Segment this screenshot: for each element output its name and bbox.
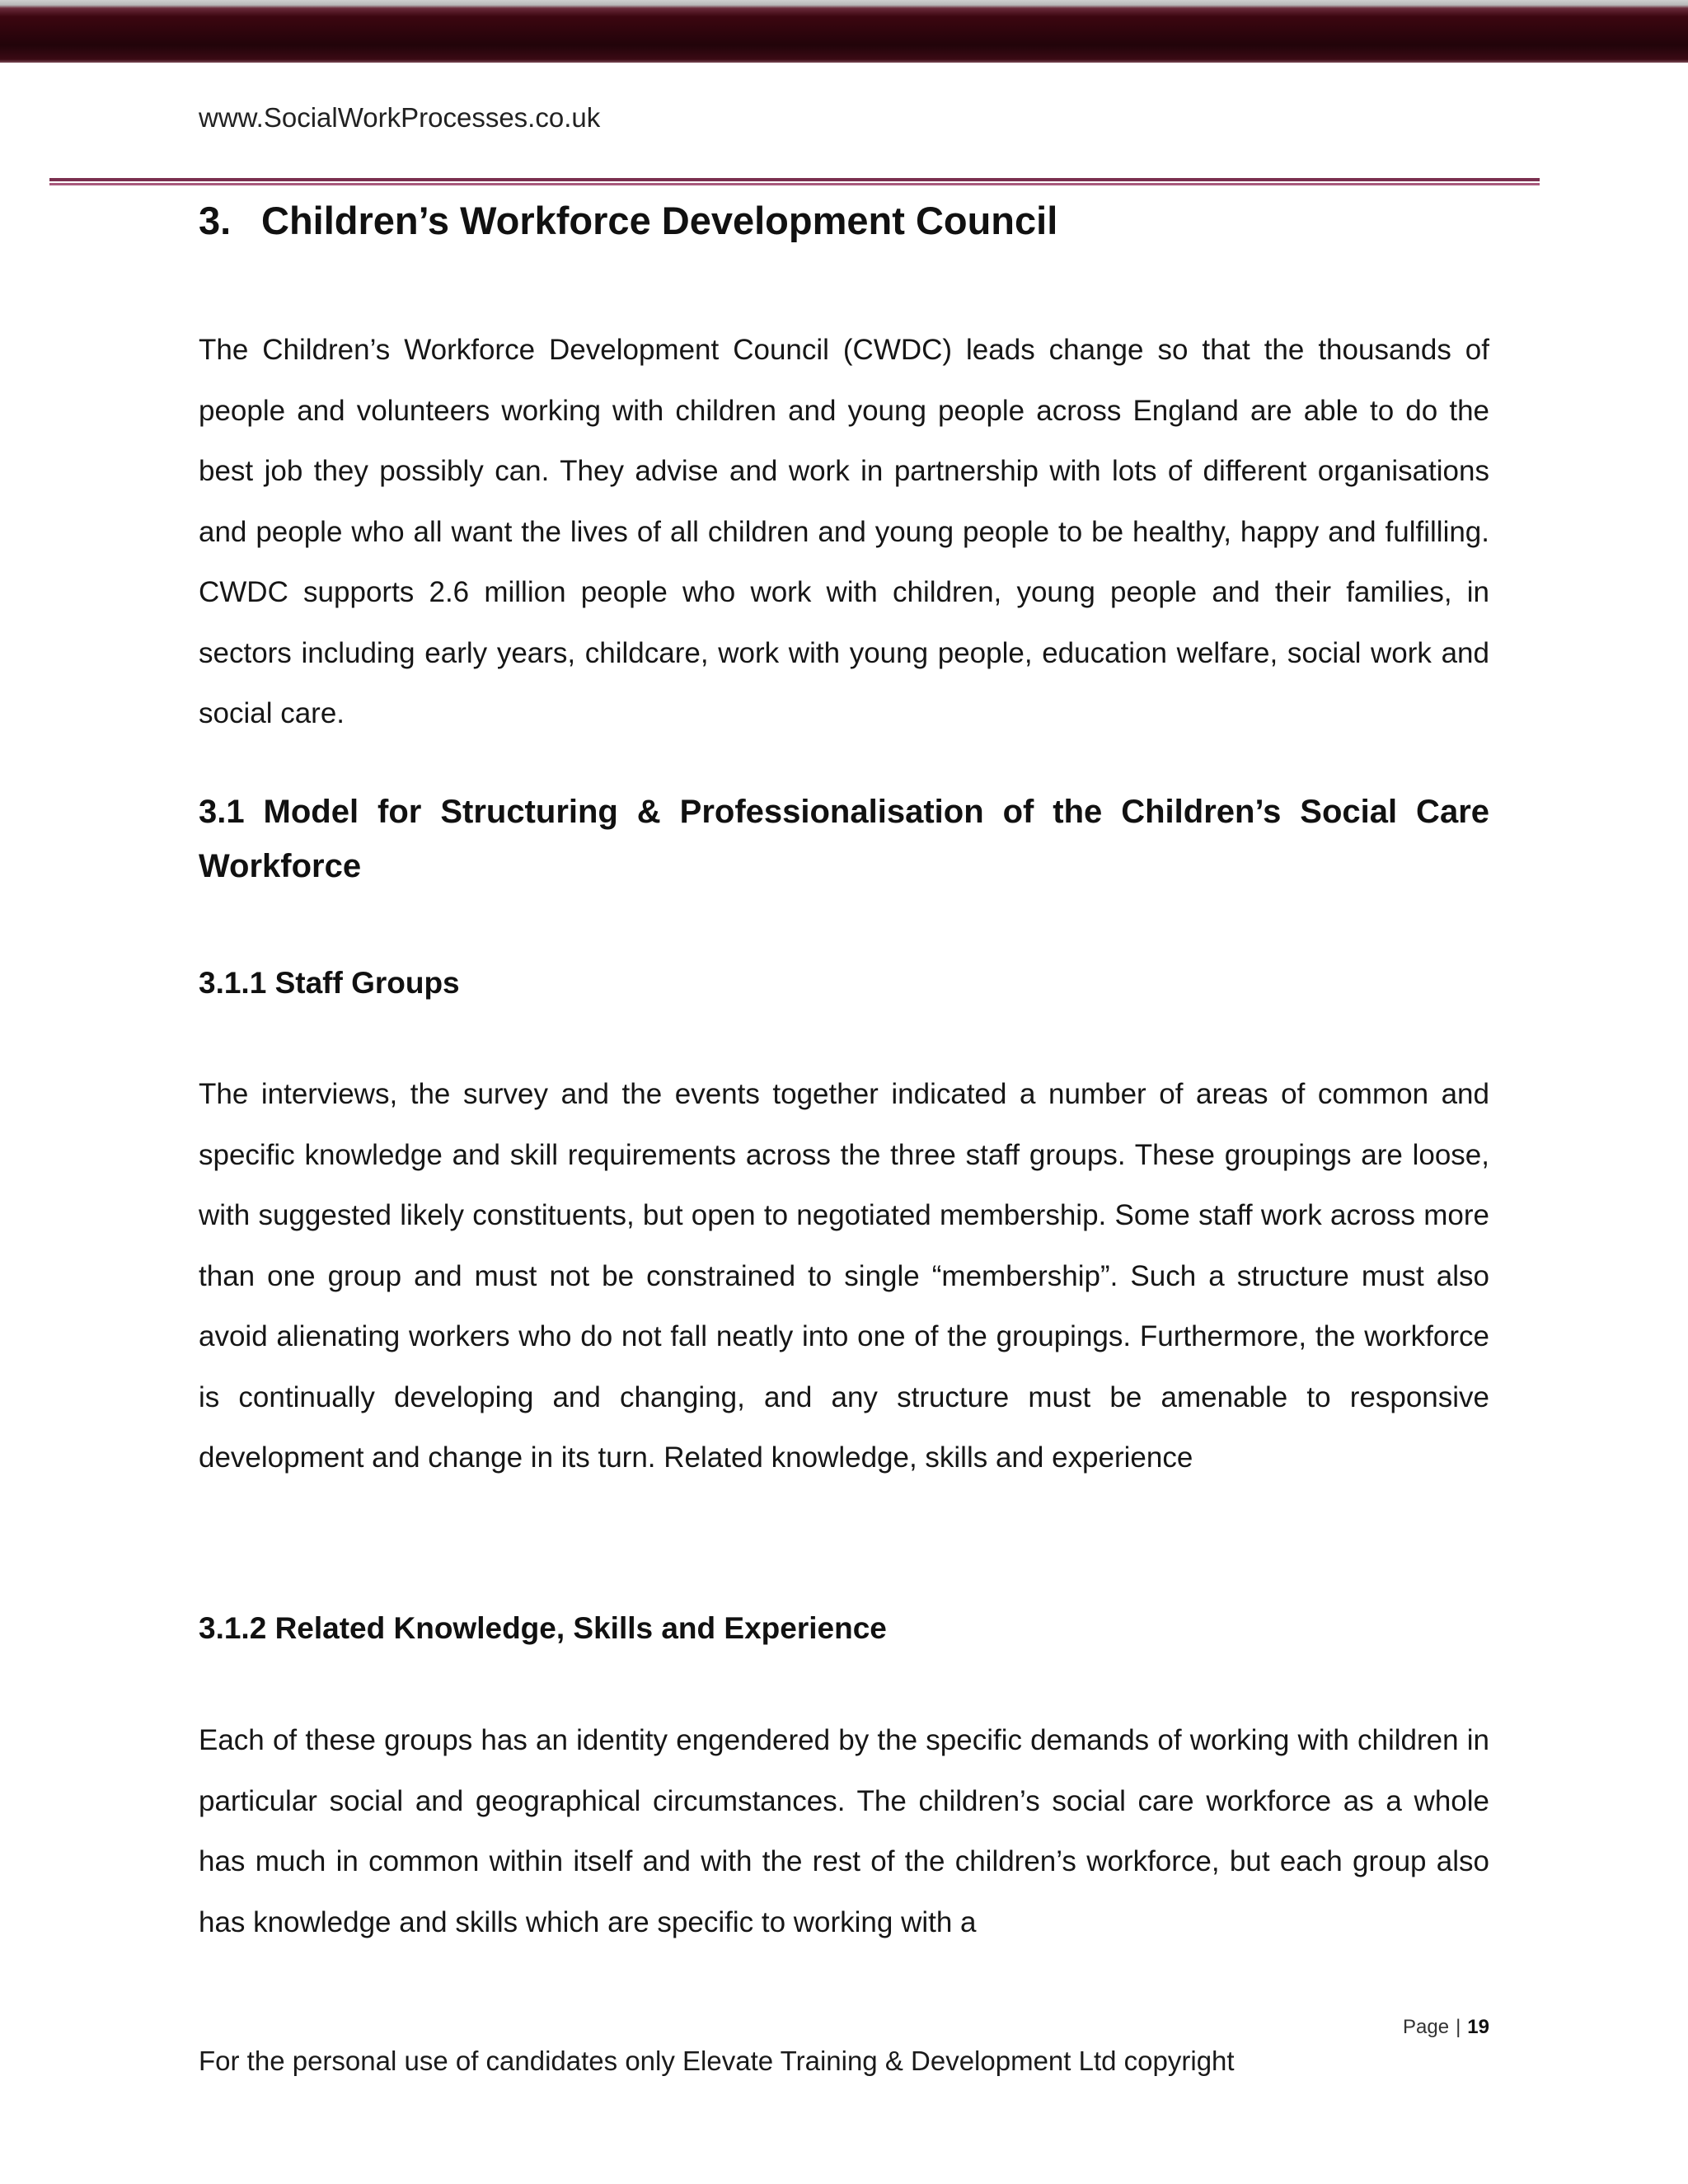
page-number (1403, 2016, 1489, 2039)
staff-groups-heading: 3.1.1 Staff Groups (199, 966, 460, 1000)
header-divider-line-upper (49, 178, 1540, 181)
subsection-heading: 3.1 Model for Structuring & Professionalisation of the Children’s Social Care Workforce (199, 794, 1489, 884)
section-number: 3. (199, 199, 232, 242)
intro-paragraph: The Children’s Workforce Development Council (CWDC) leads change so that the thousands of people and volunteers working with children and young people across England are able to do the best job they possibly can. They advise and work in partnership with lots of different organisations and people who all want the lives of all children and young people to be healthy, happy and fulfilling. CWDC supports 2.6 million people who work with children, young people and their families, in sectors including early years, childcare, work with young people, education welfare, social work and social care. (199, 334, 1489, 729)
section-heading (199, 198, 1057, 243)
page-number-value: 19 (1467, 2016, 1489, 2038)
page-label: Page (1403, 2016, 1450, 2038)
footer-copyright: For the personal use of candidates only Elevate Training & Development Ltd copyright (199, 2046, 1235, 2076)
header-divider-line-lower (49, 183, 1540, 185)
section-title: Children’s Workforce Development Council (261, 199, 1058, 242)
header-divider (49, 178, 1540, 186)
top-banner-bar (0, 0, 1688, 63)
related-knowledge-heading: 3.1.2 Related Knowledge, Skills and Experience (199, 1611, 887, 1645)
related-knowledge-paragraph: Each of these groups has an identity engendered by the specific demands of working with children in particular social and geographical circumstances. The children’s social care workforce as a whole has much in common within itself and with the rest of the children’s workforce, but each group also has knowledge and skills which are specific to working with a (199, 1724, 1489, 1938)
staff-groups-paragraph: The interviews, the survey and the events together indicated a number of areas of common and specific knowledge and skill requirements across the three staff groups. These groupings are loose, with suggested likely constituents, but open to negotiated membership. Some staff work across more than one group and must not be constrained to single “membership”. Such a structure must also avoid alienating workers who do not fall neatly into one of the groupings. Furthermore, the workforce is continually developing and changing, and any structure must be amenable to responsive development and change in its turn. Related knowledge, skills and experience (199, 1078, 1489, 1474)
page-separator: | (1456, 2016, 1461, 2038)
site-url[interactable]: www.SocialWorkProcesses.co.uk (199, 102, 601, 133)
